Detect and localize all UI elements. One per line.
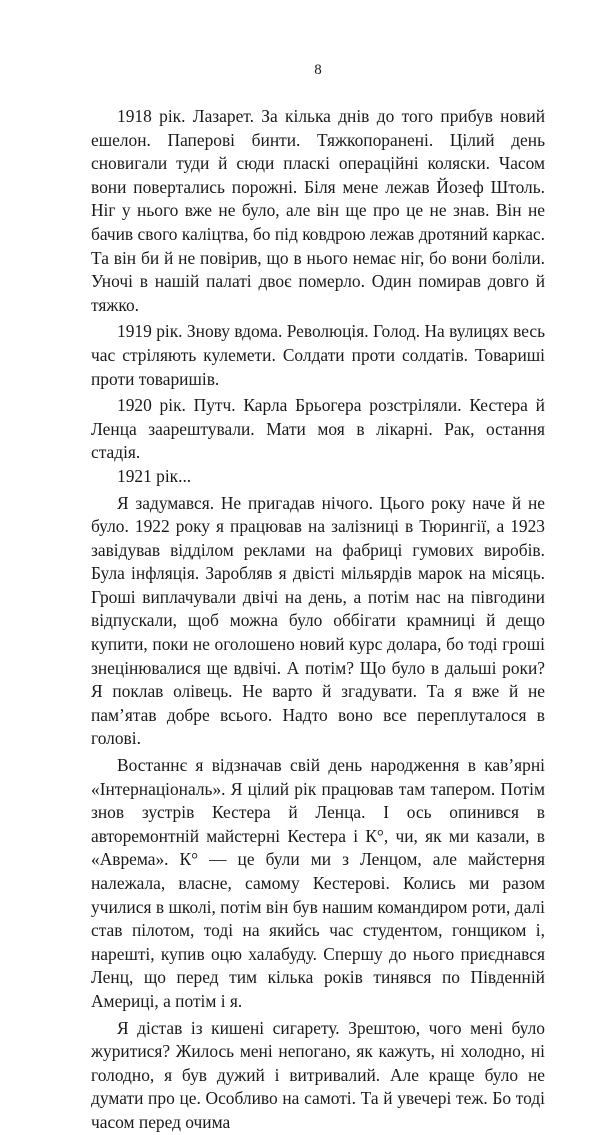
paragraph-1921: 1921 рік... [117,465,192,486]
page-body [91,105,545,1135]
paragraph-cigarette: Я дістав із кишені сигарету. Зрештою, чого мені було журитися? Жилось мені непогано, як кажуть, ні холодно, ні голодно, я був дужий і витривалий. Але краще було не думати про це. Особливо на самоті. Та й увечері теж. Бо тоді часом перед очима [91,1017,545,1132]
paragraph-memories: Я задумався. Не пригадав нічого. Цього року наче й не було. 1922 року я працював на залізниці в Тюрингії, а 1923 завідував відділом реклами на фабриці гумових виробів. Була інфляція. Заробляв я двісті мільярдів марок на місяць. Гроші виплачували двічі на день, а потім нас на півгодини відпускали, щоб можна було оббігати крамниці й дещо купити, поки не оголошено новий курс долара, бо тоді гроші знецінювалися ще вдвічі. А потім? Що було в дальші роки? Я поклав олівець. Не варто й згадувати. Та я вже й не пам’ятав добре всього. Надто воно все переплуталося в голові. [91,492,545,749]
page-number: 8 [314,62,322,78]
paragraph-1920: 1920 рік. Путч. Карла Брьогера розстріляли. Кестера й Ленца заарештували. Мати моя в лікарні. Рак, остання стадія. [91,395,545,463]
book-page [91,0,545,1135]
paragraph-birthday: Востаннє я відзначав свій день народження в кав’ярні «Інтернаціональ». Я цілий рік працював там тапером. Потім знов зустрів Кестера й Ленца. І ось опинився в авторемонтній майстерні Кестера і К°, чи, як ми казали, в «Аврема». К° — це були ми з Ленцом, але майстерня належала, власне, самому Кестерові. Колись ми разом училися в школі, потім він був нашим командиром роти, далі став пілотом, тоді на якийсь час студентом, гонщиком і, нарешті, купив оцю халабуду. Спершу до нього приєднався Ленц, що перед тим кілька років тинявся по Південній Америці, а потім і я. [91,755,545,1011]
paragraph-1918: 1918 рік. Лазарет. За кілька днів до того прибув новий ешелон. Паперові бинти. Тяжкопоранені. Цілий день сновигали туди й сюди пласкі операційні коляски. Часом вони повертались порожні. Біля мене лежав Йозеф Штоль. Ніг у нього вже не було, але він ще про це не знав. Він не бачив свого каліцтва, бо під ковдрою лежав дротяний каркас. Та він би й не повірив, що в нього немає ніг, бо вони боліли. Уночі в нашій палаті двоє померло. Один помирав довго й тяжко. [91,106,545,315]
paragraph-1919: 1919 рік. Знову вдома. Революція. Голод. На вулицях весь час стріляють кулемети. Солдати проти солдатів. Товариші проти товаришів. [91,321,545,389]
